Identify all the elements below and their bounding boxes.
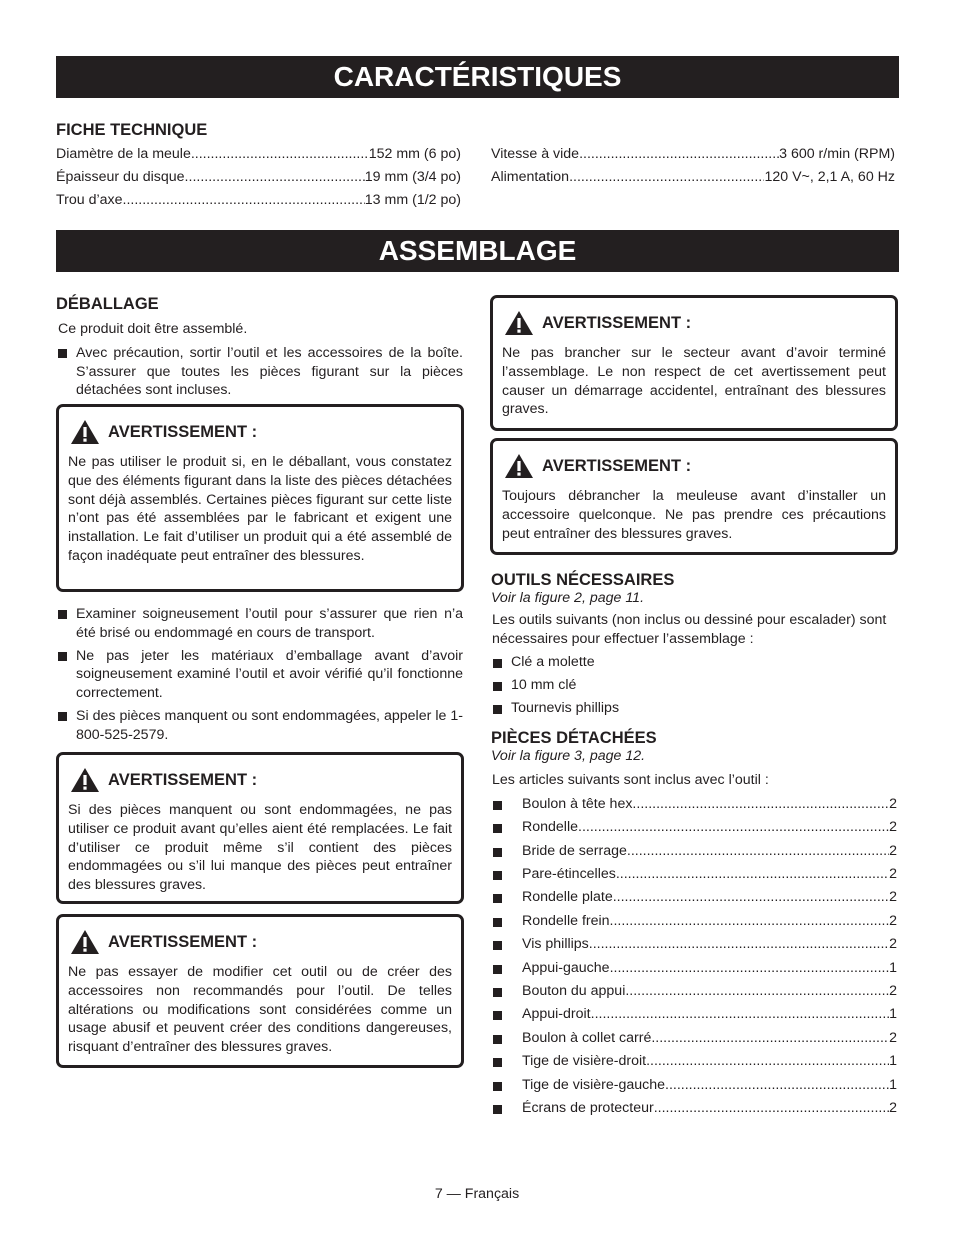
table-row [491,816,897,839]
bullet-square-icon [493,1011,502,1020]
bullet-square-icon [493,918,502,927]
part-label: Boulon à tête hex. [522,795,637,812]
warning-triangle-icon [70,767,100,793]
warning-triangle-icon [504,453,534,479]
part-quantity: 2 [889,866,897,883]
part-quantity: 2 [889,795,897,812]
part-label: Bride de serrage [522,842,627,859]
part-quantity: 2 [889,889,897,906]
warning-text: Toujours débrancher la meuleuse avant d’installer un accessoire quelconque. Ne pas prendre ces précautions peut entraîner des blessures graves. [502,488,886,542]
table-row [491,1027,897,1050]
warning-triangle-icon [504,310,534,336]
part-quantity: 1 [889,959,897,976]
part-label: Vis phillips [522,936,589,953]
bullet-square-icon [493,871,502,880]
bullet-square-icon [58,652,67,661]
fiche-technique-title: FICHE TECHNIQUE [56,121,208,139]
spec-row: Alimentation ..... 120 V~, 2,1 A, 60 Hz [491,166,895,189]
part-label: Écrans de protecteur [522,1100,654,1117]
list-item: Clé a molette [491,651,898,674]
warning-box [490,295,898,431]
part-label: Pare-étincelles [522,866,616,883]
warning-title: AVERTISSEMENT : [542,313,692,332]
table-row [491,1097,897,1120]
part-quantity: 2 [889,1029,897,1046]
bullet-square-icon [493,1105,502,1114]
pieces-title: PIÈCES DÉTACHÉES [491,729,657,747]
bullet-square-icon [58,712,67,721]
part-label: Bouton du appui [522,983,626,1000]
part-label: Tige de visière-gauche [522,1076,666,1093]
pieces-list [491,793,897,1121]
part-quantity: 2 [889,842,897,859]
part-quantity: 2 [889,936,897,953]
list-item: Avec précaution, sortir l’outil et les accessoires de la boîte. S’assurer que toutes les pièces figurant sur la pièces détachées sont incluses. [56,344,463,400]
spec-row: Trou d’axe ..... 13 mm (1/2 po) [56,189,461,212]
part-quantity: 2 [889,819,897,836]
table-row [491,957,897,980]
table-row [491,863,897,886]
part-label: Rondelle frein [522,912,610,929]
warning-text: Ne pas essayer de modifier cet outil ou de créer des accessoires non recommandés pour l’outil. De telles altérations ou modifications sont considérées comme un usage abusif et peuvent créer des conditions dangereuses, risquant d’entraîner des blessures graves. [68,964,452,1056]
table-row [491,933,897,956]
table-row [491,886,897,909]
pieces-figure-ref: Voir la figure 3, page 12. [491,748,646,764]
part-quantity: 1 [889,1006,897,1023]
part-quantity: 1 [889,1053,897,1070]
bullet-square-icon [493,894,502,903]
list-item: Si des pièces manquent ou sont endommagées, appeler le 1-800-525-2579. [56,707,463,745]
bullet-square-icon [493,705,502,714]
warning-triangle-icon [70,929,100,955]
spec-row: Vitesse à vide ..... 3 600 r/min (RPM) [491,143,895,166]
outils-figure-ref: Voir la figure 2, page 11. [491,590,645,606]
pieces-section [491,728,897,1120]
warning-box [56,752,464,904]
deballage-intro: Ce produit doit être assemblé. [58,321,248,337]
warning-text: Si des pièces manquent ou sont endommagées, ne pas utiliser ce produit avant qu’elles aient été remplacées. Le fait d’utiliser ce produit même s’il contient des pièces endommagées ou s’il lui manque des pièces peut entraîner des blessures graves. [68,802,452,894]
bullet-square-icon [493,1058,502,1067]
part-quantity: 1 [889,1076,897,1093]
warning-title: AVERTISSEMENT : [108,932,258,951]
warning-title: AVERTISSEMENT : [108,422,258,441]
section-banner-assemblage: ASSEMBLAGE [56,230,899,272]
table-row [491,793,897,816]
page-footer: 7 — Français [434,1186,520,1202]
bullet-square-icon [493,659,502,668]
deballage-section [56,294,463,400]
bullet-square-icon [58,610,67,619]
warning-text: Ne pas brancher sur le secteur avant d’avoir terminé l’assemblage. Le non respect de cet avertissement peut causer un démarrage accidentel, entraînant des blessures graves. [502,345,886,418]
outils-list [491,651,898,721]
list-item: Ne pas jeter les matériaux d’emballage avant d’avoir soigneusement examiné l’outil et avoir vérifié qu’il fonctionne correctement. [56,647,463,703]
outils-section [491,570,898,721]
bullet-square-icon [493,848,502,857]
bullet-square-icon [493,682,502,691]
bullet-square-icon [493,1082,502,1091]
warning-text: Ne pas utiliser le produit si, en le déballant, vous constatez que des éléments figurant dans la liste des pièces détachées sont déjà assemblés. Certaines pièces figurant sur cette liste n’ont pas été assemblées par le fabricant et exigent une installation. Le fait d’utiliser un produit qui a été assemblé de façon inadéquate peut entraîner des blessures. [68,454,452,564]
part-label: Boulon à collet carré [522,1029,652,1046]
deballage-bullets [56,605,463,745]
part-label: Rondelle plate [522,889,613,906]
section-banner-caracteristiques: CARACTÉRISTIQUES [56,56,899,98]
part-quantity: 2 [889,983,897,1000]
bullet-square-icon [493,988,502,997]
bullet-square-icon [493,824,502,833]
warning-box [56,404,464,592]
part-label: Appui-droit [522,1006,591,1023]
outils-title: OUTILS NÉCESSAIRES [491,571,675,589]
list-item: Examiner soigneusement l’outil pour s’assurer que rien n’a été brisé ou endommagé en cours de transport. [56,605,463,643]
bullet-square-icon [493,965,502,974]
part-quantity: 2 [889,912,897,929]
pieces-intro: Les articles suivants sont inclus avec l’outil : [492,772,769,788]
outils-intro: Les outils suivants (non inclus ou dessiné pour escalader) sont nécessaires pour effectuer l’assemblage : [492,612,887,647]
warning-title: AVERTISSEMENT : [108,770,258,789]
warning-triangle-icon [70,419,100,445]
list-item: 10 mm clé [491,674,898,697]
part-label: Appui-gauche [522,959,610,976]
bullet-square-icon [493,801,502,810]
fiche-technique-right [491,143,895,189]
part-label: Tige de visière-droit [522,1053,647,1070]
deballage-title: DÉBALLAGE [56,295,159,313]
bullet-square-icon [493,941,502,950]
warning-box [490,438,898,555]
warning-box [56,914,464,1068]
part-label: Rondelle [522,819,579,836]
bullet-square-icon [493,1035,502,1044]
table-row [491,840,897,863]
spec-row: Épaisseur du disque. ..... 19 mm (3/4 po) [56,166,461,189]
bullet-square-icon [58,349,67,358]
fiche-technique-left [56,120,461,212]
table-row [491,1003,897,1026]
list-item: Tournevis phillips [491,697,898,720]
table-row [491,1074,897,1097]
warning-title: AVERTISSEMENT : [542,456,692,475]
part-quantity: 2 [889,1100,897,1117]
table-row [491,910,897,933]
spec-row: Diamètre de la meule ..... 152 mm (6 po) [56,143,461,166]
table-row [491,1050,897,1073]
table-row [491,980,897,1003]
